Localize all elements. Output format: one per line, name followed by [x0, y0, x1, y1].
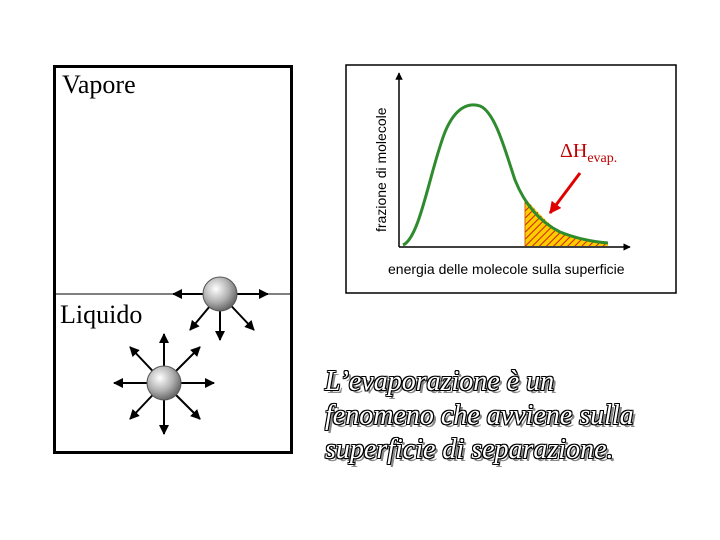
surface-molecule	[173, 277, 268, 340]
vapor-label: Vapore	[62, 70, 136, 99]
enthalpy-symbol: ΔH	[560, 140, 588, 162]
y-axis-label: frazione di molecole	[373, 107, 389, 232]
pointer-arrow	[550, 173, 580, 213]
caption-line: L’evaporazione è un	[325, 366, 555, 397]
chart-frame	[346, 65, 676, 293]
liquid-label: Liquido	[60, 300, 143, 329]
caption	[325, 365, 715, 467]
enthalpy-subscript: evap.	[587, 151, 618, 166]
bulk-molecule	[114, 334, 214, 434]
caption-line: fenomeno che avviene sulla	[325, 400, 634, 431]
enthalpy-label	[560, 140, 617, 167]
caption-line: superficie di separazione.	[325, 434, 614, 465]
x-axis-label: energia delle molecole sulla superficie	[388, 261, 625, 277]
evaporation-tail-area	[525, 198, 608, 246]
